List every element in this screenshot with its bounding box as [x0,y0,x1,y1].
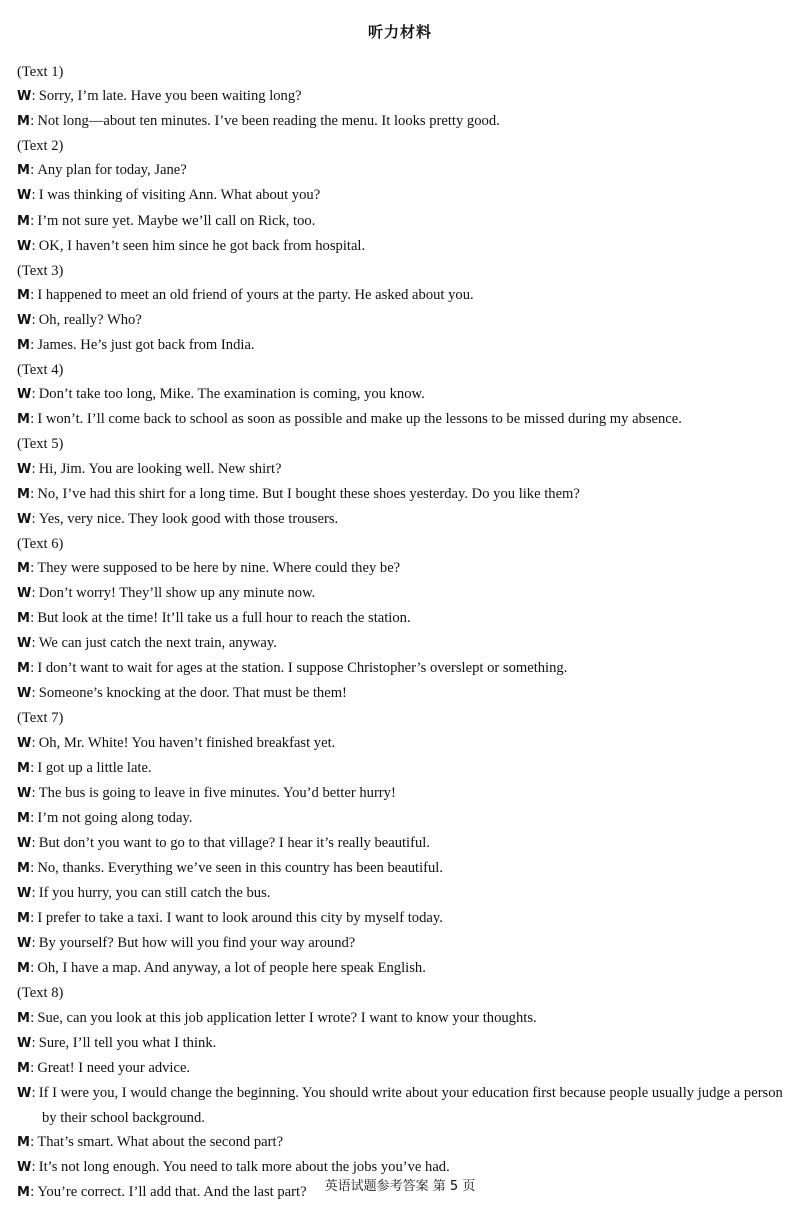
speaker-label: M [17,661,30,677]
dialog-text: I’m not sure yet. Maybe we’ll call on Rick, too. [37,212,316,229]
section-label-text: (Text 6) [17,535,64,552]
dialog-text: Someone’s knocking at the door. That must be them! [38,685,347,702]
speaker-separator: : [29,611,35,627]
speaker-label: M [17,1135,30,1151]
speaker-separator: : [29,810,35,826]
section-label-text: (Text 5) [17,436,64,453]
dialog-line [17,631,792,656]
dialog-text: I happened to meet an old friend of yours at the party. He asked about you. [37,286,474,303]
speaker-separator: : [29,287,35,303]
dialog-text: I don’t want to wait for ages at the station. I suppose Christopher’s overslept or something. [37,660,568,677]
speaker-separator: : [31,886,36,902]
dialog-text: Don’t worry! They’ll show up any minute now. [38,584,316,601]
speaker-label: M [17,412,30,428]
dialog-line [17,407,792,432]
speaker-separator: : [29,760,35,776]
speaker-label: M [17,1185,30,1201]
speaker-label: M [17,810,30,826]
speaker-separator: : [29,213,35,229]
dialog-text: I’m not going along today. [37,809,193,826]
speaker-separator: : [31,312,36,328]
dialog-line [17,681,792,706]
speaker-label: W [17,387,32,403]
speaker-label: M [17,287,30,303]
speaker-separator: : [29,1185,35,1201]
dialog-line [17,84,792,109]
dialog-text: Oh, I have a map. And anyway, a lot of people here speak English. [37,960,426,977]
dialog-line [17,1155,792,1180]
speaker-separator: : [29,114,35,130]
text-section-label [17,432,792,456]
dialog-text: We can just catch the next train, anyway. [38,635,277,652]
dialog-text: James. He’s just got back from India. [37,337,255,354]
speaker-separator: : [29,560,35,576]
speaker-separator: : [31,735,36,751]
speaker-separator: : [31,585,36,601]
dialog-text: The bus is going to leave in five minutes. You’d better hurry! [38,784,396,801]
speaker-label: W [17,511,32,527]
dialog-text: Yes, very nice. They look good with those trousers. [38,510,339,527]
dialog-line [17,382,792,407]
speaker-separator: : [29,1060,35,1076]
dialog-line [17,756,792,781]
dialog-text: By yourself? But how will you find your way around? [38,935,356,952]
dialog-text: Any plan for today, Jane? [37,162,187,179]
dialog-line [17,1031,792,1056]
dialog-line [17,881,792,906]
dialog-line [17,731,792,756]
dialog-line [17,183,792,208]
dialog-text: Oh, really? Who? [38,311,142,328]
dialog-text: But don’t you want to go to that village? I hear it’s really beautiful. [38,834,430,851]
speaker-separator: : [29,661,35,677]
speaker-separator: : [31,785,36,801]
dialog-line [17,556,792,581]
speaker-separator: : [29,338,35,354]
speaker-label: M [17,486,30,502]
speaker-label: M [17,861,30,876]
speaker-label: W [17,686,32,702]
text-section-label [17,60,792,84]
speaker-label: W [17,312,32,328]
speaker-separator: : [29,861,35,876]
section-label-text: (Text 8) [17,985,64,1002]
dialog-text: Great! I need your advice. [37,1059,191,1076]
dialog-text: You’re correct. I’ll add that. And the last part? [37,1184,307,1201]
dialog-line [17,457,792,482]
dialog-line [17,308,792,333]
dialog-line [17,1006,792,1031]
dialog-line [17,606,792,631]
dialog-line [17,209,792,234]
dialog-line [17,1130,792,1155]
speaker-label: W [17,188,32,204]
dialog-text: If I were you, I would change the beginning. You should write about your education first because people usually judge a person by their school background. [38,1084,783,1126]
dialog-text: Oh, Mr. White! You haven’t finished breakfast yet. [38,734,336,751]
page-footer: 英语试题参考答案 第 5 页 [324,1179,476,1194]
speaker-separator: : [31,636,36,652]
speaker-label: M [17,1060,30,1076]
text-section-label [17,706,792,730]
dialog-text: Don’t take too long, Mike. The examination is coming, you know. [38,386,425,403]
speaker-separator: : [29,1010,35,1026]
dialog-line [17,109,792,134]
dialog-text: I got up a little late. [37,759,152,776]
text-section-label [17,981,792,1005]
text-section-label [17,358,792,382]
speaker-separator: : [31,461,36,477]
speaker-label: W [17,835,32,851]
speaker-separator: : [31,936,36,952]
speaker-label: M [17,611,30,627]
dialog-line [17,507,792,532]
speaker-separator: : [31,511,36,527]
dialog-text: Sure, I’ll tell you what I think. [38,1034,217,1051]
text-section-label [17,134,792,158]
dialog-text: It’s not long enough. You need to talk more about the jobs you’ve had. [38,1159,450,1176]
speaker-label: M [17,213,30,229]
speaker-separator: : [29,486,35,502]
dialog-text: I prefer to take a taxi. I want to look around this city by myself today. [37,910,443,927]
speaker-separator: : [31,686,36,702]
dialog-text: I won’t. I’ll come back to school as soon as possible and make up the lessons to be missed during my absence. [37,411,682,428]
speaker-label: W [17,1160,32,1176]
speaker-separator: : [29,1135,35,1151]
dialog-line [17,283,792,308]
dialog-line [17,831,792,856]
speaker-label: W [17,1035,32,1051]
speaker-separator: : [29,911,35,927]
speaker-label: W [17,461,32,477]
speaker-separator: : [31,1085,36,1101]
speaker-label: W [17,936,32,952]
speaker-label: W [17,585,32,601]
dialog-text: Hi, Jim. You are looking well. New shirt? [38,460,282,477]
speaker-label: W [17,886,32,902]
speaker-separator: : [31,1160,36,1176]
dialog-line [17,158,792,183]
speaker-separator: : [29,163,35,179]
dialog-text: No, I’ve had this shirt for a long time. But I bought these shoes yesterday. Do you like them? [37,485,580,502]
dialog-text: No, thanks. Everything we’ve seen in this country has been beautiful. [37,860,444,876]
section-label-text: (Text 2) [17,138,64,155]
text-section-label [17,532,792,556]
speaker-label: M [17,961,30,977]
dialog-line [17,333,792,358]
speaker-label: M [17,163,30,179]
dialog-line [17,906,792,931]
speaker-separator: : [31,238,36,254]
speaker-separator: : [29,961,35,977]
speaker-label: W [17,735,32,751]
dialog-text: That’s smart. What about the second part? [37,1134,284,1151]
text-section-label [17,259,792,283]
dialog-line [17,931,792,956]
section-label-text: (Text 3) [17,262,64,279]
speaker-label: W [17,785,32,801]
speaker-label: W [17,89,32,105]
dialog-line [17,1056,792,1081]
speaker-label: M [17,560,30,576]
speaker-label: W [17,238,32,254]
dialog-text: But look at the time! It’ll take us a full hour to reach the station. [37,610,411,627]
dialog-text: They were supposed to be here by nine. Where could they be? [37,559,401,576]
speaker-label: M [17,911,30,927]
speaker-separator: : [31,188,36,204]
dialog-text: Sorry, I’m late. Have you been waiting long? [38,88,302,105]
speaker-label: M [17,760,30,776]
section-label-text: (Text 4) [17,362,64,379]
dialog-line [17,806,792,831]
page-title: 听力材料 [367,23,432,41]
speaker-label: W [17,1085,32,1101]
speaker-label: M [17,114,30,130]
speaker-separator: : [31,89,36,105]
speaker-separator: : [31,835,36,851]
speaker-separator: : [31,387,36,403]
section-label-text: (Text 1) [17,64,64,80]
dialog-text: Not long—about ten minutes. I’ve been reading the menu. It looks pretty good. [37,113,500,130]
dialog-text: I was thinking of visiting Ann. What about you? [38,187,321,204]
dialog-line [17,1081,792,1130]
dialog-line [17,482,792,507]
dialog-line [17,581,792,606]
dialog-line [17,781,792,806]
dialog-line [17,234,792,259]
dialog-text: If you hurry, you can still catch the bus. [38,885,271,902]
section-label-text: (Text 7) [17,710,64,727]
transcript-body [17,60,792,1205]
speaker-separator: : [29,412,35,428]
dialog-text: Sue, can you look at this job application letter I wrote? I want to know your thoughts. [37,1009,537,1026]
dialog-text: OK, I haven’t seen him since he got back from hospital. [38,237,366,254]
dialog-line [17,956,792,981]
speaker-label: W [17,636,32,652]
speaker-label: M [17,1010,30,1026]
dialog-line [17,656,792,681]
speaker-label: M [17,338,30,354]
dialog-line [17,856,792,881]
speaker-separator: : [31,1035,36,1051]
